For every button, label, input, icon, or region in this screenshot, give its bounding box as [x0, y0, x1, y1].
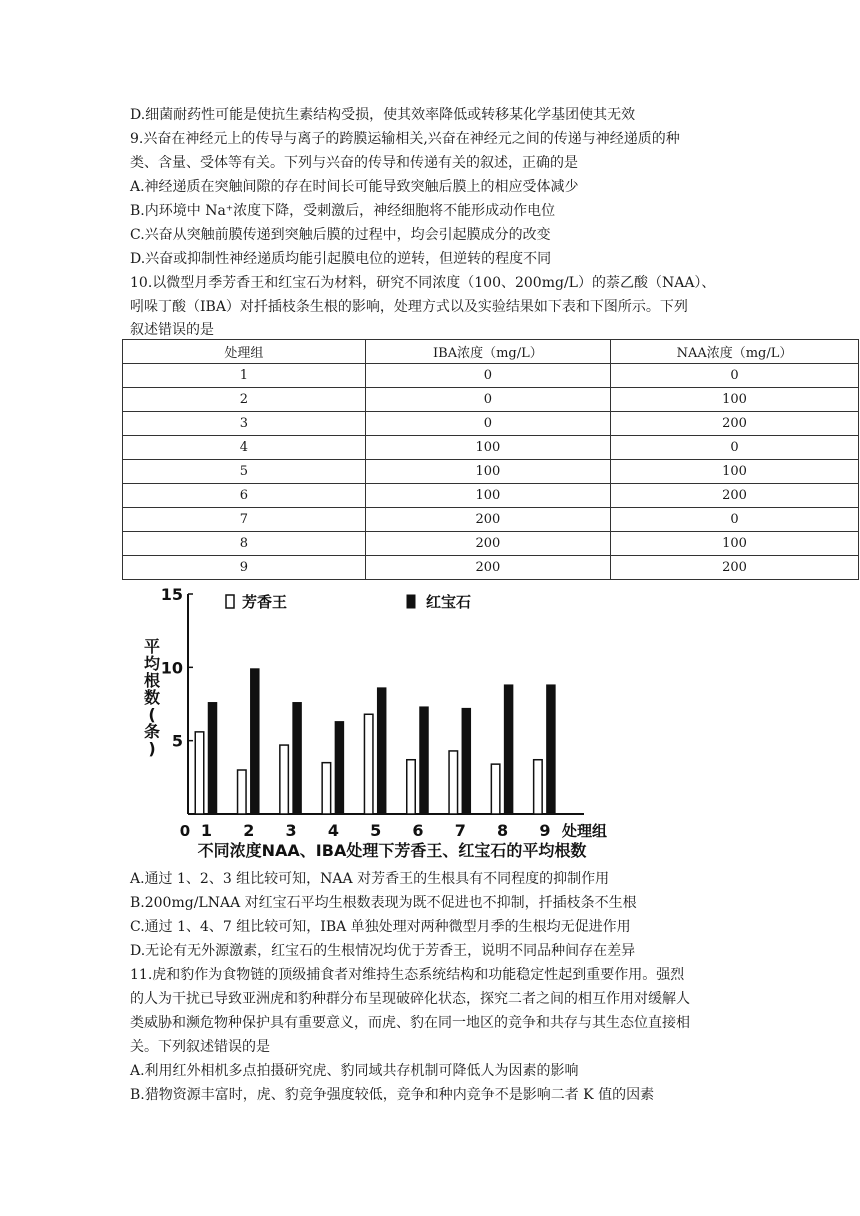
bar-series-2 [504, 685, 512, 814]
bar-series-2 [462, 708, 471, 814]
x-tick-label: 4 [327, 821, 339, 840]
x-tick-label: 8 [497, 821, 509, 840]
bar-series-1 [364, 714, 373, 814]
table-cell: 100 [610, 388, 858, 412]
table-cell: 9 [123, 556, 366, 580]
table-cell: 100 [365, 460, 610, 484]
table-cell: 6 [123, 484, 366, 508]
question-11-option-b: B.猎物资源丰富时，虎、豹竞争强度较低，竞争和种内竞争不是影响二者 K 值的因素 [130, 1087, 655, 1103]
x-tick-label: 2 [243, 821, 255, 840]
question-9-option-d: D.兴奋或抑制性神经递质均能引起膜电位的逆转，但逆转的程度不同 [130, 251, 552, 267]
x-origin-label: 0 [179, 822, 191, 840]
table-cell: 100 [365, 436, 610, 460]
y-axis-label-char: 条 [143, 722, 161, 741]
x-tick-label: 9 [539, 821, 551, 840]
table-cell: 200 [365, 532, 610, 556]
bar-series-1 [195, 732, 204, 814]
y-axis-label-char: 平 [143, 637, 161, 656]
bar-series-2 [377, 688, 386, 814]
question-9-stem: 类、含量、受体等有关。下列与兴奋的传导和传递有关的叙述，正确的是 [130, 155, 578, 171]
y-axis-label-char: ) [148, 739, 156, 758]
table-cell: 0 [610, 508, 858, 532]
table-header: NAA浓度（mg/L） [610, 340, 858, 364]
question-9-stem: 9.兴奋在神经元上的传导与离子的跨膜运输相关,兴奋在神经元之间的传递与神经递质的种 [130, 131, 680, 147]
question-10-option-c: C.通过 1、4、7 组比较可知，IBA 单独处理对两种微型月季的生根均无促进作用 [130, 919, 631, 935]
bar-series-1 [322, 763, 331, 814]
table-cell: 200 [610, 412, 858, 436]
table-row [123, 364, 859, 388]
question-11-stem: 的人为干扰已导致亚洲虎和豹种群分布呈现破碎化状态，探究二者之间的相互作用对缓解人 [130, 991, 690, 1007]
bar-series-1 [491, 764, 500, 814]
table-cell: 100 [610, 460, 858, 484]
table-cell: 8 [123, 532, 366, 556]
question-11-stem: 关。下列叙述错误的是 [130, 1039, 270, 1055]
table-header: 处理组 [123, 340, 366, 364]
y-axis-label-char: ( [148, 705, 156, 724]
table-cell: 200 [365, 556, 610, 580]
x-tick-label: 5 [370, 821, 382, 840]
y-tick-label: 5 [171, 731, 183, 751]
question-10-option-b: B.200mg/LNAA 对红宝石平均生根数表现为既不促进也不抑制，扦插枝条不生根 [130, 895, 637, 911]
bar-series-2 [420, 707, 429, 814]
question-10-stem: 吲哚丁酸（IBA）对扦插枝条生根的影响，处理方式以及实验结果如下表和下图所示。下列 [130, 299, 688, 315]
table-cell: 1 [123, 364, 366, 388]
table-cell: 0 [365, 364, 610, 388]
x-axis-label: 处理组 [562, 822, 608, 840]
question-10-option-d: D.无论有无外源激素，红宝石的生根情况均优于芳香王，说明不同品种间存在差异 [130, 943, 636, 959]
table-header: IBA浓度（mg/L） [365, 340, 610, 364]
table-cell: 0 [610, 436, 858, 460]
y-axis-label-char: 均 [143, 654, 161, 673]
chart-title: 不同浓度NAA、IBA处理下芳香王、红宝石的平均根数 [197, 841, 587, 860]
bar-series-1 [280, 745, 289, 814]
root-count-chart [122, 580, 622, 862]
table-cell: 0 [365, 388, 610, 412]
legend-swatch-series-1 [226, 595, 234, 608]
table-row [123, 508, 859, 532]
bar-series-1 [238, 770, 247, 814]
legend-label-series-1: 芳香王 [242, 593, 288, 611]
x-tick-label: 3 [285, 821, 297, 840]
table-cell: 100 [610, 532, 858, 556]
y-axis-label-char: 根 [143, 671, 161, 690]
table-row [123, 556, 859, 580]
question-11-stem: 11.虎和豹作为食物链的顶级捕食者对维持生态系统结构和功能稳定性起到重要作用。强烈 [130, 967, 685, 983]
question-9-option-b: B.内环境中 Na⁺浓度下降，受刺激后，神经细胞将不能形成动作电位 [130, 203, 556, 219]
table-cell: 200 [365, 508, 610, 532]
question-10-stem: 10.以微型月季芳香王和红宝石为材料，研究不同浓度（100、200mg/L）的萘乙酸（NAA）、 [130, 275, 716, 291]
legend-label-series-2: 红宝石 [426, 593, 472, 611]
table-row [123, 412, 859, 436]
table-cell: 200 [610, 484, 858, 508]
table-row [123, 484, 859, 508]
table-cell: 7 [123, 508, 366, 532]
bar-series-2 [547, 685, 556, 814]
bar-series-1 [407, 760, 416, 814]
y-tick-label: 10 [160, 658, 183, 678]
table-header-row [123, 340, 859, 364]
table-cell: 0 [610, 364, 858, 388]
bar-chart-svg [122, 580, 622, 862]
table-cell: 100 [365, 484, 610, 508]
bar-series-2 [251, 669, 259, 814]
table-cell: 2 [123, 388, 366, 412]
question-9-option-c: C.兴奋从突触前膜传递到突触后膜的过程中，均会引起膜成分的改变 [130, 227, 551, 243]
x-tick-label: 6 [412, 821, 424, 840]
table-row [123, 388, 859, 412]
table-row [123, 436, 859, 460]
y-tick-label: 15 [160, 585, 183, 604]
y-axis-label-char: 数 [143, 688, 161, 707]
question-10-option-a: A.通过 1、2、3 组比较可知，NAA 对芳香王的生根具有不同程度的抑制作用 [130, 871, 610, 887]
table-cell: 0 [365, 412, 610, 436]
x-tick-label: 1 [200, 821, 213, 840]
table-cell: 5 [123, 460, 366, 484]
table-row [123, 532, 859, 556]
question-9-option-a: A.神经递质在突触间隙的存在时间长可能导致突触后膜上的相应受体减少 [130, 179, 579, 195]
question-11-stem: 类威胁和濒危物种保护具有重要意义，而虎、豹在同一地区的竞争和共存与其生态位直接相 [130, 1015, 690, 1031]
legend-swatch-series-2 [407, 595, 415, 608]
table-row [123, 460, 859, 484]
x-tick-label: 7 [454, 821, 466, 840]
bar-series-2 [335, 722, 344, 814]
table-cell: 200 [610, 556, 858, 580]
table-cell: 3 [123, 412, 366, 436]
question-10-stem: 叙述错误的是 [130, 322, 214, 338]
question-11-option-a: A.利用红外相机多点拍摄研究虎、豹同域共存机制可降低人为因素的影响 [130, 1063, 579, 1079]
bar-series-2 [293, 703, 302, 814]
bar-series-2 [208, 703, 217, 814]
text-line: D.细菌耐药性可能是使抗生素结构受损，使其效率降低或转移某化学基团使其无效 [130, 107, 636, 123]
treatment-table [122, 339, 859, 580]
bar-series-1 [449, 751, 458, 814]
table-cell: 4 [123, 436, 366, 460]
bar-series-1 [534, 760, 543, 814]
